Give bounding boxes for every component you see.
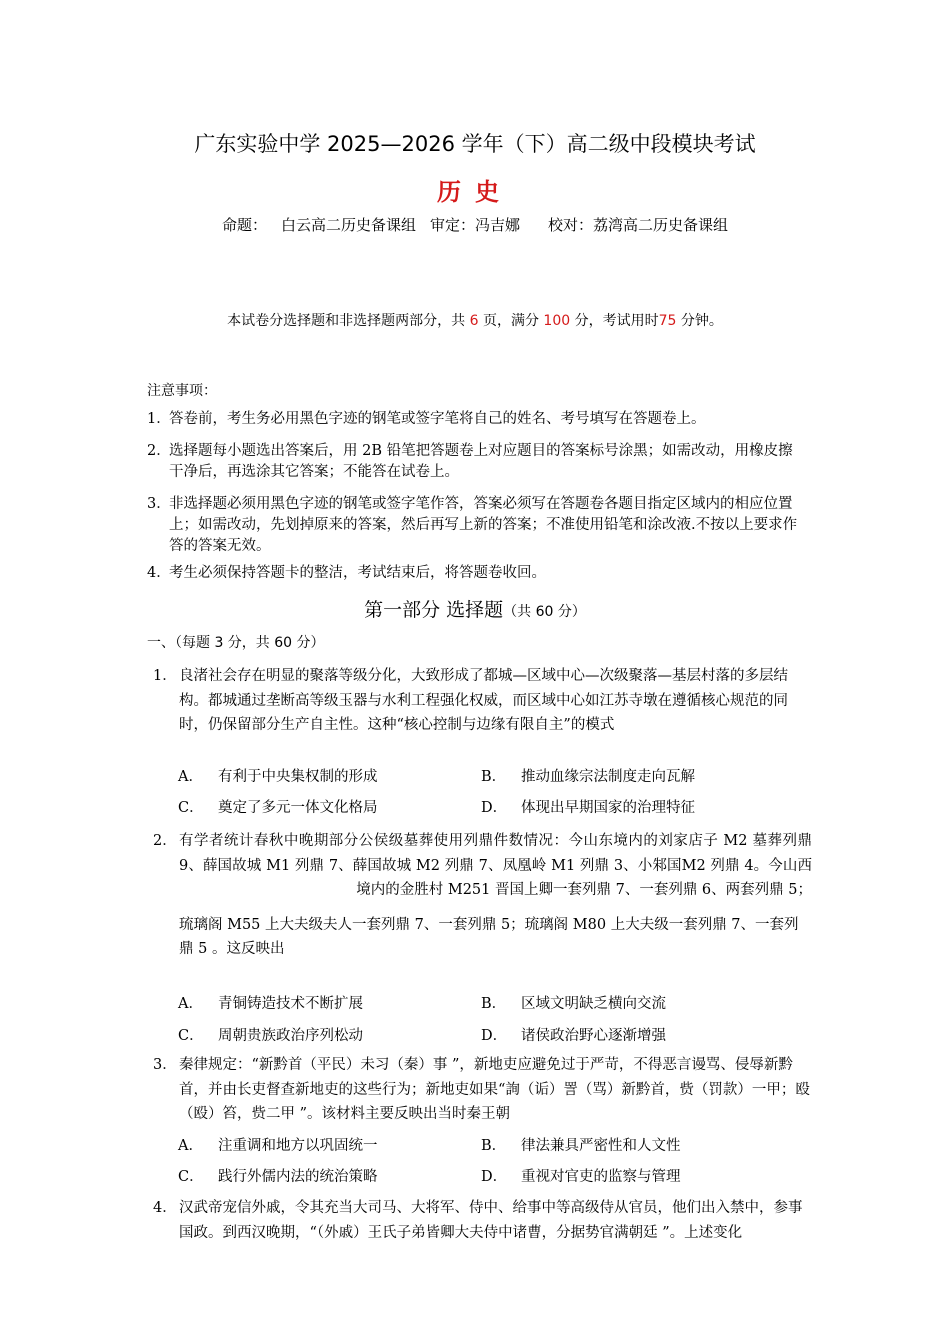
option-text: 周朝贵族政治序列松动 (218, 1028, 363, 1044)
summary-text-3: 分，考试用时 (574, 313, 659, 329)
option-letter: A． (178, 996, 203, 1012)
option-b[interactable] (481, 1134, 681, 1155)
option-a[interactable] (178, 765, 378, 786)
question-2 (147, 829, 812, 962)
note-item (147, 494, 807, 557)
summary-score: 100 (543, 313, 571, 329)
setter-name: 白云高二历史备课组 (280, 216, 416, 234)
option-text: 青铜铸造技术不断扩展 (218, 996, 363, 1012)
option-letter: A． (178, 1138, 203, 1154)
option-text: 重视对官吏的监察与管理 (521, 1169, 681, 1185)
summary-minutes: 75 (658, 313, 677, 329)
credits-line (0, 214, 950, 235)
option-letter: A． (178, 769, 203, 785)
question-number: 2． (153, 833, 177, 849)
summary-text-2: 页，满分 (482, 313, 539, 329)
section-score: （共 60 分） (503, 604, 586, 620)
option-text: 推动血缘宗法制度走向瓦解 (521, 769, 695, 785)
note-text: 考生必须保持答题卡的整洁，考试结束后，将答题卷收回。 (169, 565, 546, 581)
note-text: 答卷前，考生务必用黑色字迹的钢笔或签字笔将自己的姓名、考号填写在答题卷上。 (169, 411, 706, 427)
question-stem: 汉武帝宠信外戚，令其充当大司马、大将军、侍中、给事中等高级侍从官员，他们出入禁中，参事国政。到西汉晚期，“（外戚）王氏子弟皆卿大夫侍中诸曹，分据势官满朝廷 ”。上述变化 (179, 1200, 803, 1241)
option-text: 奠定了多元一体文化格局 (218, 800, 378, 816)
note-number: 4． (147, 565, 171, 581)
note-item (147, 409, 807, 430)
question-number: 3． (153, 1057, 177, 1073)
option-letter: B． (481, 1138, 507, 1154)
note-item (147, 563, 807, 584)
note-text: 选择题每小题选出答案后，用 2B 铅笔把答题卷上对应题目的答案标号涂黑；如需改动，用橡皮擦干净后，再选涂其它答案；不能答在试卷上。 (169, 443, 793, 480)
option-letter: B． (481, 996, 507, 1012)
proof-label: 校对： (548, 216, 594, 234)
option-b[interactable] (481, 765, 695, 786)
question-1 (147, 664, 812, 738)
question-number: 1． (153, 668, 177, 684)
summary-text-4: 分钟。 (680, 313, 723, 329)
question-number: 4． (153, 1200, 177, 1216)
subject-title: 历史 (437, 178, 513, 206)
option-text: 有利于中央集权制的形成 (218, 769, 378, 785)
note-number: 3． (147, 496, 171, 512)
option-text: 践行外儒内法的统治策略 (218, 1169, 378, 1185)
note-number: 1． (147, 411, 171, 427)
question-stem-continued: 琉璃阁 M55 上大夫级夫人一套列鼎 7、一套列鼎 5；琉璃阁 M80 上大夫级一套列鼎 7、一套列鼎 5 。这反映出 (179, 916, 799, 957)
section-name: 第一部分 选择题 (364, 599, 504, 621)
option-b[interactable] (481, 992, 666, 1013)
exam-title: 广东实验中学 2025—2026 学年（下）高二级中段模块考试 (194, 132, 756, 156)
question-3 (147, 1053, 812, 1127)
option-text: 注重调和地方以巩固统一 (218, 1138, 378, 1154)
reviewer-name: 冯吉娜 (475, 216, 521, 234)
option-d[interactable] (481, 796, 695, 817)
option-letter: D． (481, 1028, 508, 1044)
option-text: 诸侯政治野心逐渐增强 (521, 1028, 666, 1044)
option-letter: D． (481, 1169, 508, 1185)
option-d[interactable] (481, 1165, 681, 1186)
proofer-name: 荔湾高二历史备课组 (593, 216, 729, 234)
question-4 (147, 1196, 812, 1245)
option-text: 区域文明缺乏横向交流 (521, 996, 666, 1012)
option-letter: C． (178, 1169, 204, 1185)
summary-text-1: 本试卷分选择题和非选择题两部分，共 (227, 313, 466, 329)
option-letter: C． (178, 800, 204, 816)
reviewer-label: 审定： (429, 216, 475, 234)
note-item (147, 441, 807, 483)
option-c[interactable] (178, 1165, 378, 1186)
note-text: 非选择题必须用黑色字迹的钢笔或签字笔作答，答案必须写在答题卷各题目指定区域内的相应位置上；如需改动，先划掉原来的答案，然后再写上新的答案；不准使用铅笔和涂改液.不按以上要求作答的答案无效。 (169, 496, 798, 554)
section-title (0, 595, 950, 622)
option-letter: C． (178, 1028, 204, 1044)
question-stem: 秦律规定：“新黔首（平民）未习（秦）事 ”，新地吏应避免过于严苛，不得恶言谩骂、侵辱新黔首，并由长吏督查新地吏的这些行为；新地吏如果“詢（诟）詈（骂）新黔首，赀（罚款）一甲；殴（殴）笞，赀二甲 ”。该材料主要反映出当时秦王朝 (179, 1057, 810, 1122)
note-number: 2． (147, 443, 171, 459)
summary-pages: 6 (469, 313, 479, 329)
option-a[interactable] (178, 1134, 378, 1155)
question-group-title: 一、（每题 3 分，共 60 分） (147, 635, 325, 651)
option-a[interactable] (178, 992, 363, 1013)
option-text: 律法兼具严密性和人文性 (521, 1138, 681, 1154)
option-d[interactable] (481, 1024, 666, 1045)
question-stem: 有学者统计春秋中晚期部分公侯级墓葬使用列鼎件数情况：今山东境内的刘家店子 M2 墓葬列鼎 9、薛国故城 M1 列鼎 7、薛国故城 M2 列鼎 7、凤凰岭 M1 列鼎 3、小邾国M2 列鼎 4。今山西境内的金胜村 M251 晋国上卿一套列鼎 7、一套列鼎 6、两套列鼎 5； (179, 833, 812, 898)
exam-summary (0, 310, 950, 330)
option-letter: D． (481, 800, 508, 816)
option-letter: B． (481, 769, 507, 785)
setter-label: 命题： (221, 216, 267, 234)
question-stem: 良渚社会存在明显的聚落等级分化，大致形成了都城—区域中心—次级聚落—基层村落的多层结构。都城通过垄断高等级玉器与水利工程强化权威，而区域中心如江苏寺墩在遵循核心规范的同时，仍保留部分生产自主性。这种“核心控制与边缘有限自主”的模式 (179, 668, 788, 733)
option-text: 体现出早期国家的治理特征 (521, 800, 695, 816)
option-c[interactable] (178, 796, 378, 817)
notes-title: 注意事项： (147, 383, 217, 399)
option-c[interactable] (178, 1024, 363, 1045)
